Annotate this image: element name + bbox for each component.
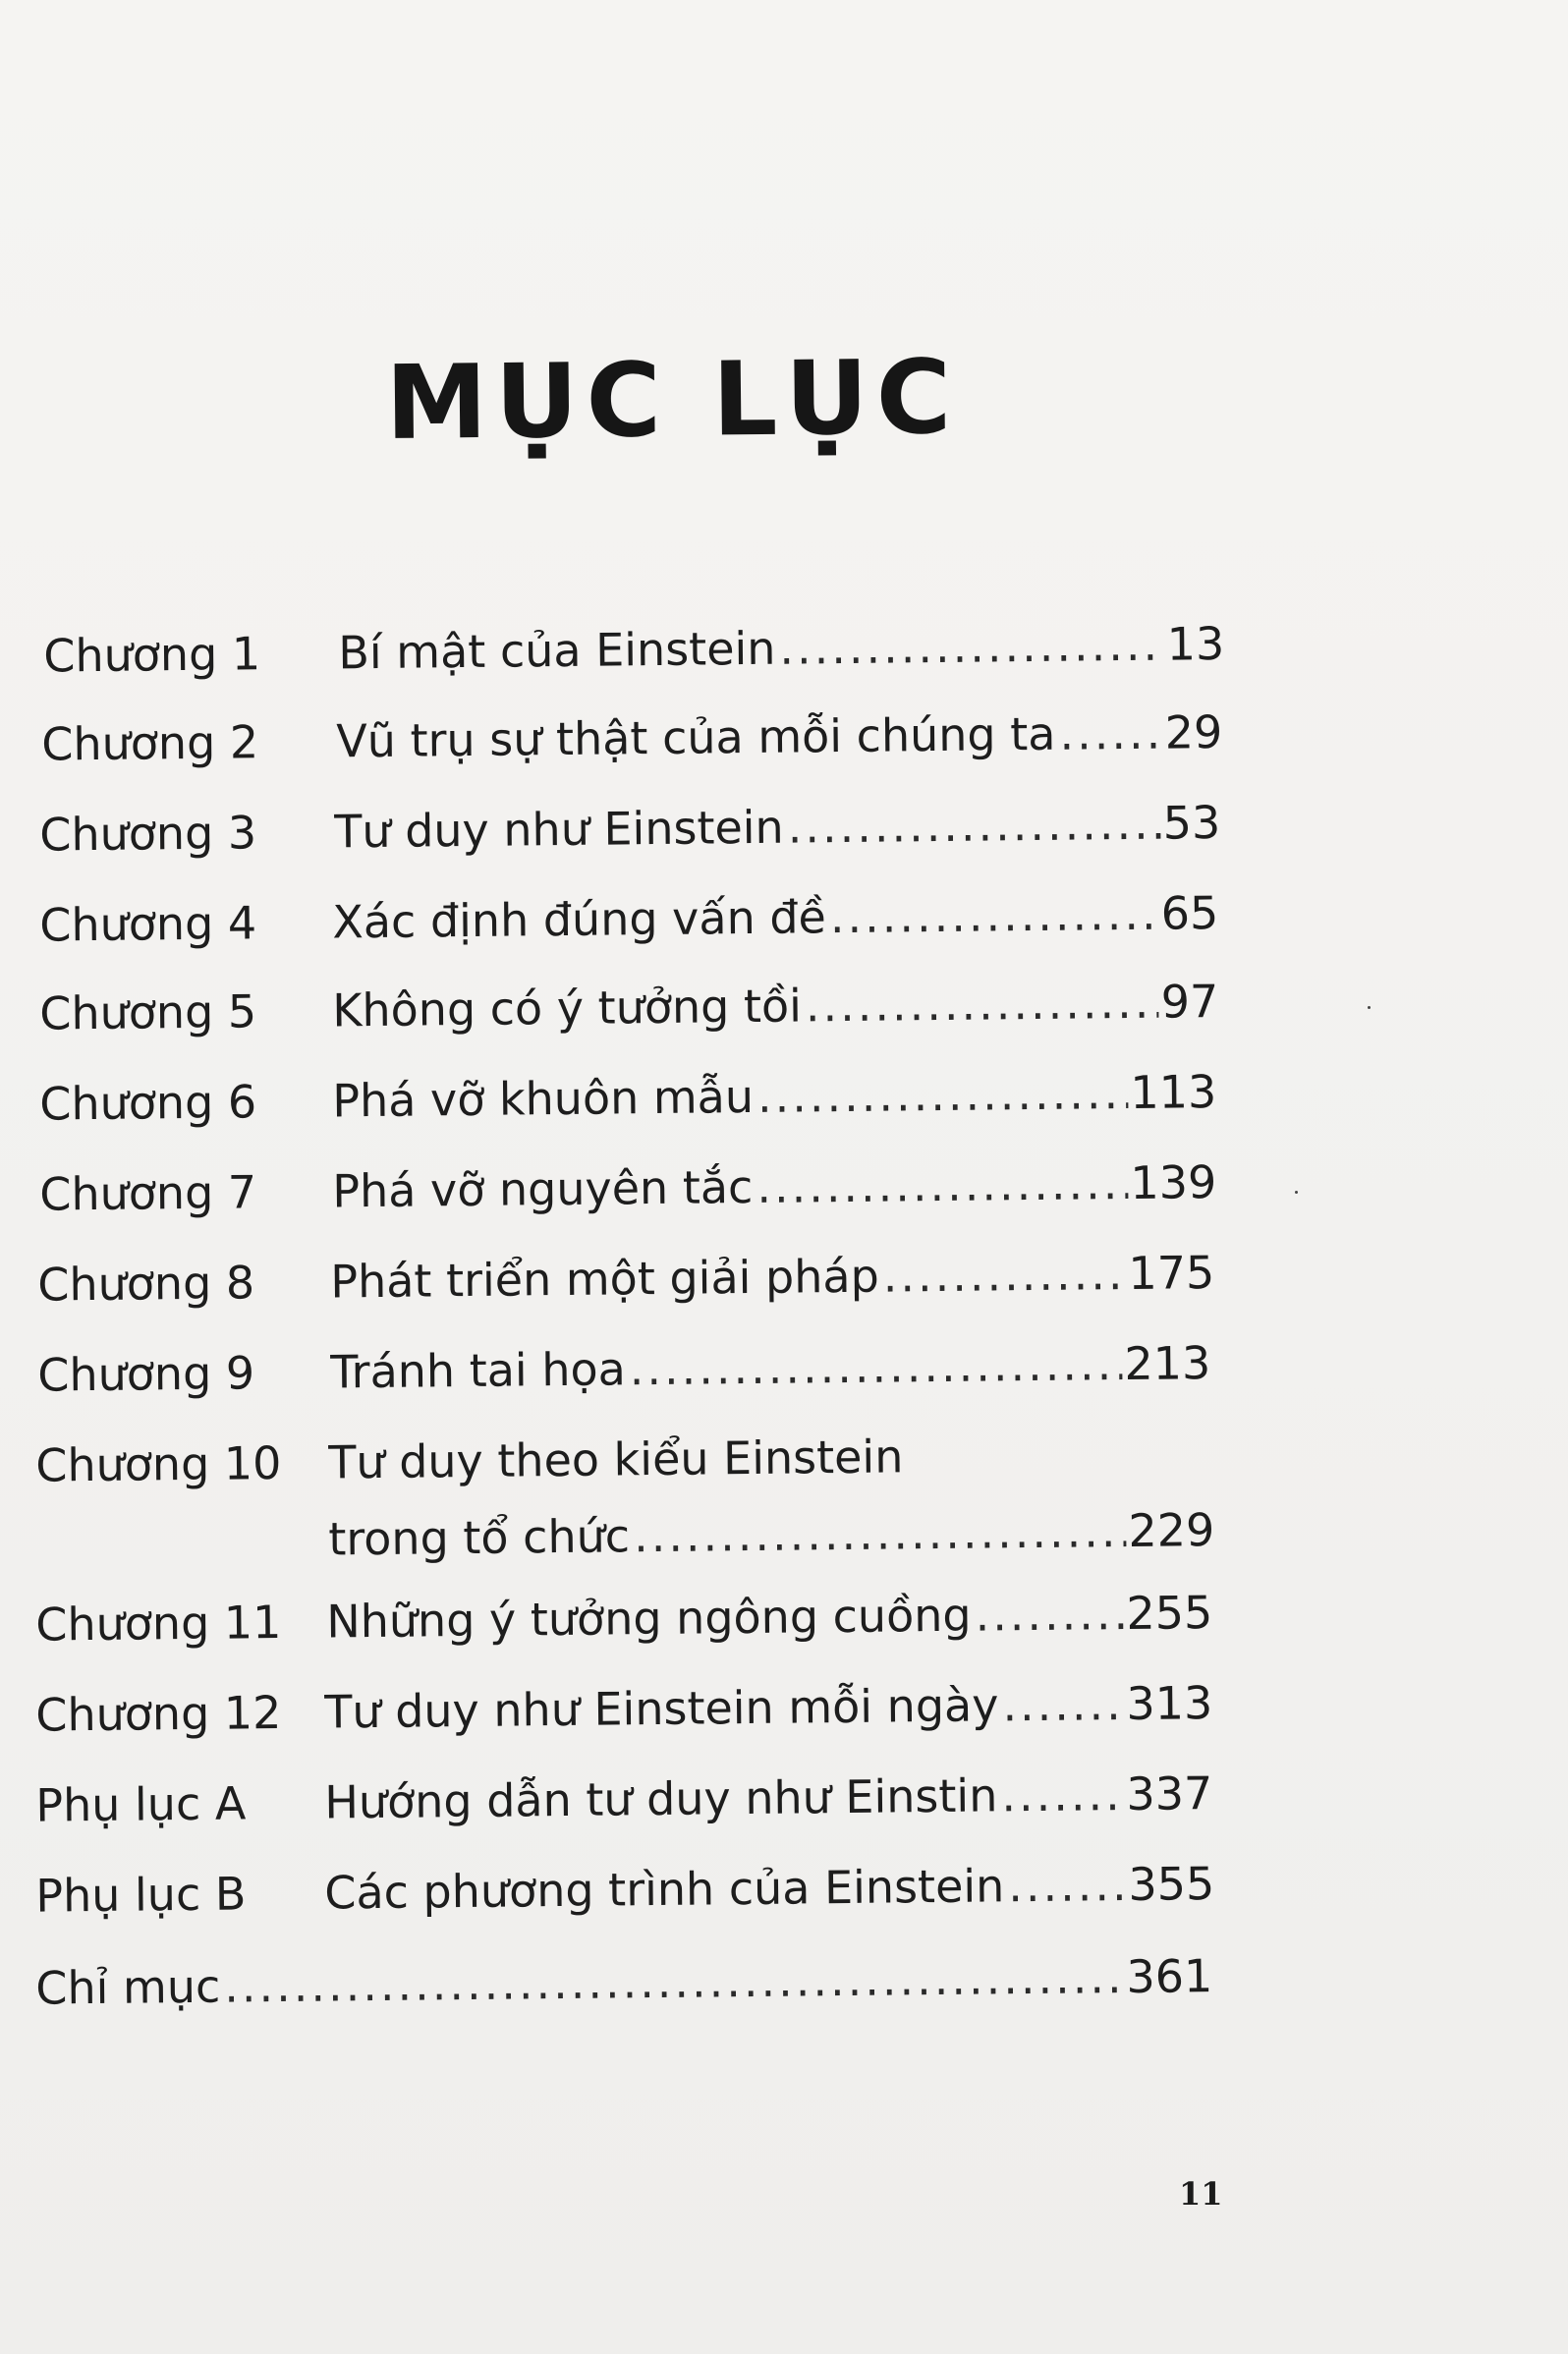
dot-leader [220, 1947, 1125, 2016]
chapter-title-continued: trong tổ chức [328, 1509, 631, 1566]
toc-leader-line [332, 883, 1219, 951]
toc-leader-line [328, 1500, 1215, 1568]
chapter-label: Chương 4 [39, 896, 257, 952]
chapter-title: Tránh tai họa [330, 1342, 627, 1399]
folio-page-number: 11 [1179, 2175, 1223, 2213]
chapter-label: Chương 2 [41, 715, 259, 771]
chapter-title: Tư duy theo kiểu Einstein [328, 1429, 904, 1489]
chapter-title: Xác định đúng vấn đề [332, 890, 827, 949]
toc-leader-line [334, 793, 1221, 861]
chapter-label: Chương 6 [39, 1075, 257, 1131]
toc-row-chapter-8 [0, 1239, 1568, 1315]
appendix-label: Phụ lục B [35, 1867, 247, 1923]
toc-row-chapter-6 [0, 1058, 1568, 1134]
toc-row-chapter-9 [0, 1329, 1568, 1405]
chapter-label: Chương 3 [39, 806, 257, 862]
chapter-title: Vũ trụ sự thật của mỗi chúng ta [336, 706, 1056, 768]
chapter-title: Tư duy như Einstein mỗi ngày [324, 1678, 999, 1739]
toc-row-chapter-2 [0, 699, 1568, 774]
dot-leader [826, 884, 1160, 947]
toc-leader-line [324, 1854, 1215, 1922]
toc-leader-line [324, 1764, 1213, 1831]
toc-leader-line [330, 1333, 1211, 1401]
paper-speck [1368, 1006, 1371, 1009]
page-number: 255 [1126, 1586, 1213, 1640]
toc-leader-line [35, 1946, 1213, 2018]
appendix-label: Phụ lục A [35, 1776, 247, 1832]
toc-leader-line [326, 1583, 1213, 1651]
toc-row-chapter-10 [0, 1420, 1568, 1495]
dot-leader [802, 973, 1159, 1036]
dot-leader [783, 794, 1161, 857]
toc-row-index [0, 1942, 1568, 2018]
page-number: 139 [1130, 1155, 1217, 1209]
chapter-title: Không có ý tưởng tồi [332, 979, 803, 1037]
dot-leader [878, 1244, 1126, 1306]
chapter-title: Tư duy như Einstein [334, 800, 784, 859]
page-number: 355 [1128, 1857, 1215, 1911]
toc-leader-line [324, 1673, 1213, 1741]
dot-leader [630, 1501, 1127, 1565]
chapter-label: Chương 8 [37, 1256, 255, 1312]
page-number: 97 [1160, 975, 1219, 1029]
toc-leader-line [330, 1243, 1215, 1311]
toc-leader-line [332, 1062, 1217, 1130]
toc-row-appendix-b [0, 1850, 1568, 1926]
chapter-title: Phá vỡ nguyên tắc [332, 1159, 754, 1218]
toc-row-chapter-12 [0, 1669, 1568, 1745]
chapter-label: Chương 1 [43, 627, 261, 683]
appendix-title: Hướng dẫn tư duy như Einstin [324, 1768, 998, 1829]
page-number: 175 [1128, 1246, 1215, 1300]
chapter-label: Chương 12 [35, 1686, 282, 1742]
dot-leader [971, 1584, 1125, 1645]
page-number: 65 [1160, 886, 1219, 940]
chapter-title: Những ý tưởng ngông cuồng [326, 1588, 972, 1649]
chapter-label: Chương 10 [35, 1436, 282, 1492]
toc-leader-line [332, 1152, 1217, 1220]
toc-row-chapter-3 [0, 789, 1568, 865]
page-number: 213 [1124, 1336, 1211, 1391]
chapter-label: Chương 5 [39, 984, 257, 1040]
chapter-title: Bí mật của Einstein [338, 621, 776, 680]
toc-row-chapter-11 [0, 1579, 1568, 1654]
chapter-title: Phát triển một giải pháp [330, 1249, 880, 1309]
page-title: MỤC LỤC [384, 336, 960, 463]
dot-leader [753, 1153, 1129, 1216]
toc-leader-line [338, 614, 1225, 682]
appendix-title: Các phương trình của Einstein [324, 1859, 1005, 1920]
page-number: 337 [1126, 1766, 1213, 1821]
index-title: Chỉ mục [35, 1959, 221, 2015]
toc-row-chapter-7 [0, 1149, 1568, 1224]
page-number: 29 [1164, 704, 1223, 759]
page-number: 229 [1128, 1503, 1215, 1557]
toc-row-chapter-1 [0, 610, 1568, 686]
page-number: 53 [1162, 795, 1221, 850]
dot-leader [1055, 703, 1163, 763]
page-number: 113 [1130, 1065, 1217, 1119]
page-number: 313 [1126, 1676, 1213, 1730]
page-number: 361 [1126, 1949, 1213, 2003]
dot-leader [754, 1063, 1129, 1126]
paper-speck [1295, 1191, 1298, 1194]
chapter-label: Chương 9 [37, 1346, 255, 1402]
dot-leader [997, 1765, 1125, 1824]
toc-row-chapter-5 [0, 968, 1568, 1043]
dot-leader [625, 1334, 1122, 1398]
toc-leader-line [336, 702, 1223, 770]
dot-leader [1004, 1855, 1127, 1915]
dot-leader [998, 1674, 1125, 1734]
chapter-label: Chương 7 [39, 1165, 257, 1221]
toc-row-chapter-10-cont [0, 1496, 1568, 1572]
chapter-title: Phá vỡ khuôn mẫu [332, 1069, 755, 1128]
chapter-label: Chương 11 [35, 1596, 282, 1652]
toc-leader-line [332, 972, 1219, 1039]
toc-row-chapter-4 [0, 879, 1568, 955]
dot-leader [775, 615, 1165, 678]
page-number: 13 [1166, 616, 1225, 671]
toc-row-appendix-a [0, 1760, 1568, 1835]
